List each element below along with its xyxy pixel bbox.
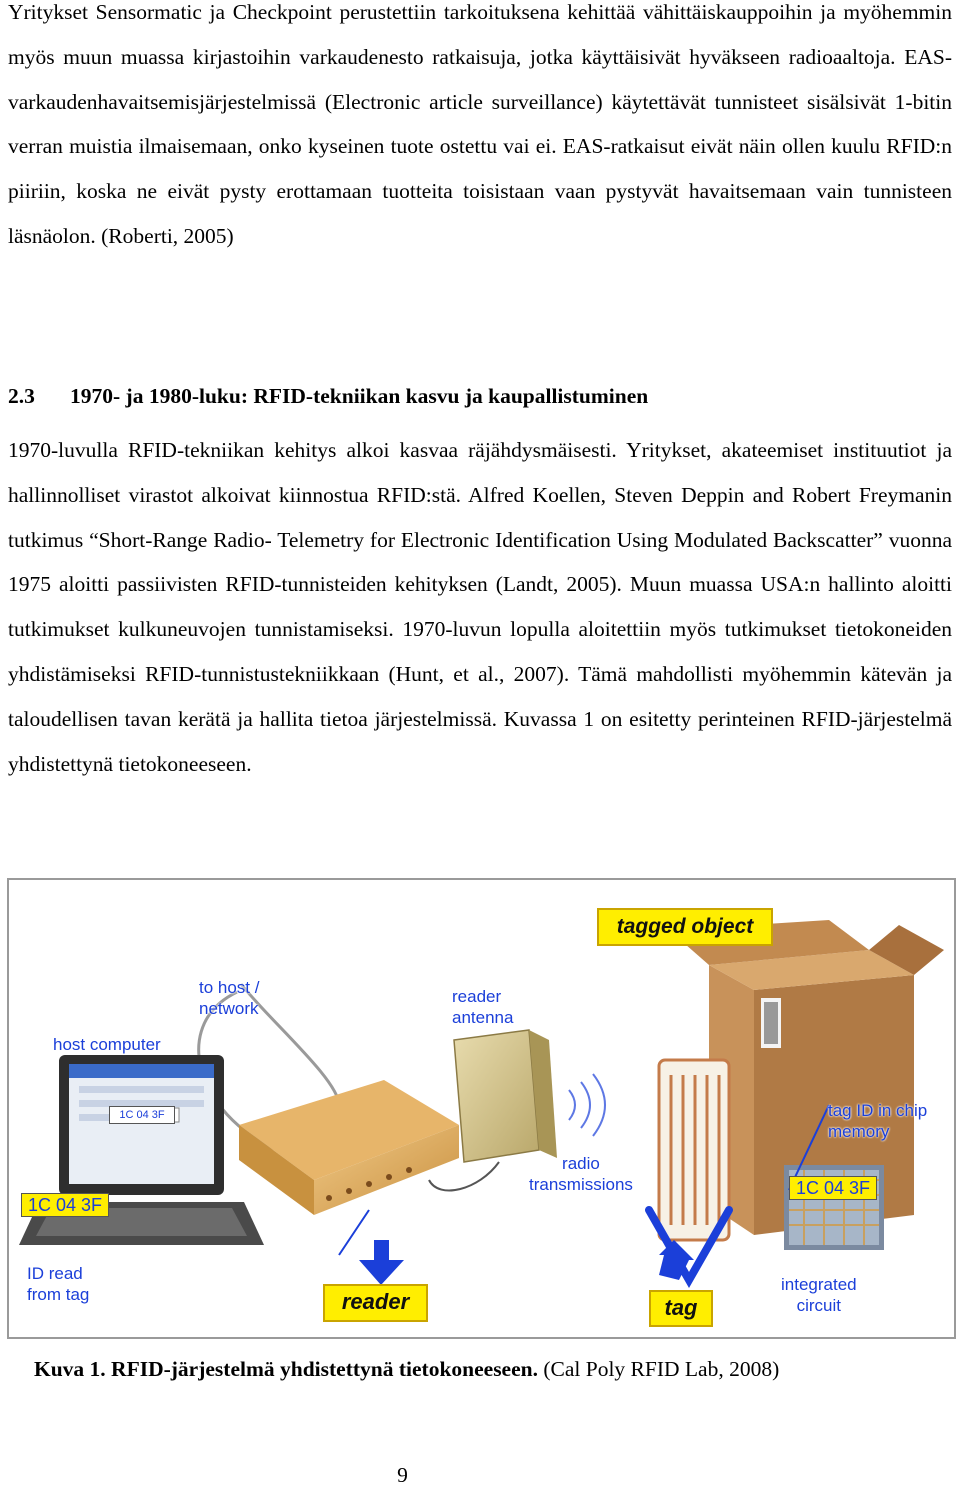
id-read-label: ID read from tag <box>27 1264 90 1304</box>
screen-tag-code: 1C 04 3F <box>109 1106 175 1124</box>
reader-device-icon <box>239 1080 459 1215</box>
caption-label: Kuva 1. RFID-järjestelmä yhdistettynä tietokoneeseen. <box>34 1357 538 1381</box>
reader-label: reader <box>323 1284 428 1322</box>
read-tag-code: 1C 04 3F <box>21 1193 109 1217</box>
integrated-circuit-label: integrated circuit <box>781 1275 857 1315</box>
section-heading <box>8 378 648 414</box>
section-number: 2.3 <box>8 384 35 408</box>
to-host-label: to host / network <box>199 978 260 1018</box>
rfid-system-figure <box>7 878 956 1339</box>
paragraph-intro: Yritykset Sensormatic ja Checkpoint perustettiin tarkoituksena kehittää vähittäiskauppoihin ja myöhemmin myös muun muassa kirjastoihin varkaudenesto ratkaisuja, jotka käyttäisivät hyväkseen radioaaltoja. EAS-varkaudenhavaitsemisjärjestelmissä (Electronic article surveillance) käytettävät tunnisteet sisälsivät 1-bitin verran muistia ilmaisemaan, onko kyseinen tuote ostettu vai ei. EAS-ratkaisut eivät näin ollen kuulu RFID:n piiriin, koska ne eivät pysty erottamaan tuotteita toisistaan vaan pystyvät havaitsemaan vain tunnisteen läsnäolon. (Roberti, 2005) <box>8 0 952 248</box>
host-computer-label: host computer <box>53 1035 161 1054</box>
radio-transmissions-label: radio transmissions <box>529 1154 633 1194</box>
page-number: 9 <box>397 1463 408 1487</box>
section-title: 1970- ja 1980-luku: RFID-tekniikan kasvu ja kaupallistuminen <box>70 384 649 408</box>
reader-antenna-label: reader antenna <box>452 987 514 1027</box>
radio-waves <box>569 1074 605 1136</box>
caption-source: (Cal Poly RFID Lab, 2008) <box>543 1357 780 1381</box>
tag-coil-icon <box>659 1060 729 1240</box>
tag-label: tag <box>649 1290 713 1327</box>
tag-id-memory-label: tag ID in chip memory <box>828 1101 928 1141</box>
paragraph-history: 1970-luvulla RFID-tekniikan kehitys alkoi kasvaa räjähdysmäisesti. Yritykset, akateemiset instituutiot ja hallinnolliset virastot alkoivat kiinnostua RFID:stä. Alfred Koellen, Steven Deppin and Robert Freymanin tutkimus “Short-Range Radio- Telemetry for Electronic Identification Using Modulated Backscatter” vuonna 1975 aloitti passiivisten RFID-tunnisteiden kehityksen (Landt, 2005). Muun muassa USA:n hallinto aloitti tutkimukset kulkuneuvojen tunnistamiseksi. 1970-luvun lopulla aloitettiin myös tutkimukset tietokoneiden yhdistämiseksi RFID-tunnistustekniikkaan (Hunt, et al., 2007). Tämä mahdollisti myöhemmin kätevän ja taloudellisen tavan kerätä ja hallita tietoa järjestelmissä. Kuvassa 1 on esitetty perinteinen RFID-järjestelmä yhdistettynä tietokoneeseen. <box>8 438 952 776</box>
tagged-object-label: tagged object <box>597 908 773 946</box>
reader-arrow-icon <box>359 1240 404 1285</box>
chip-tag-code: 1C 04 3F <box>789 1176 877 1200</box>
figure-caption <box>34 1352 779 1386</box>
